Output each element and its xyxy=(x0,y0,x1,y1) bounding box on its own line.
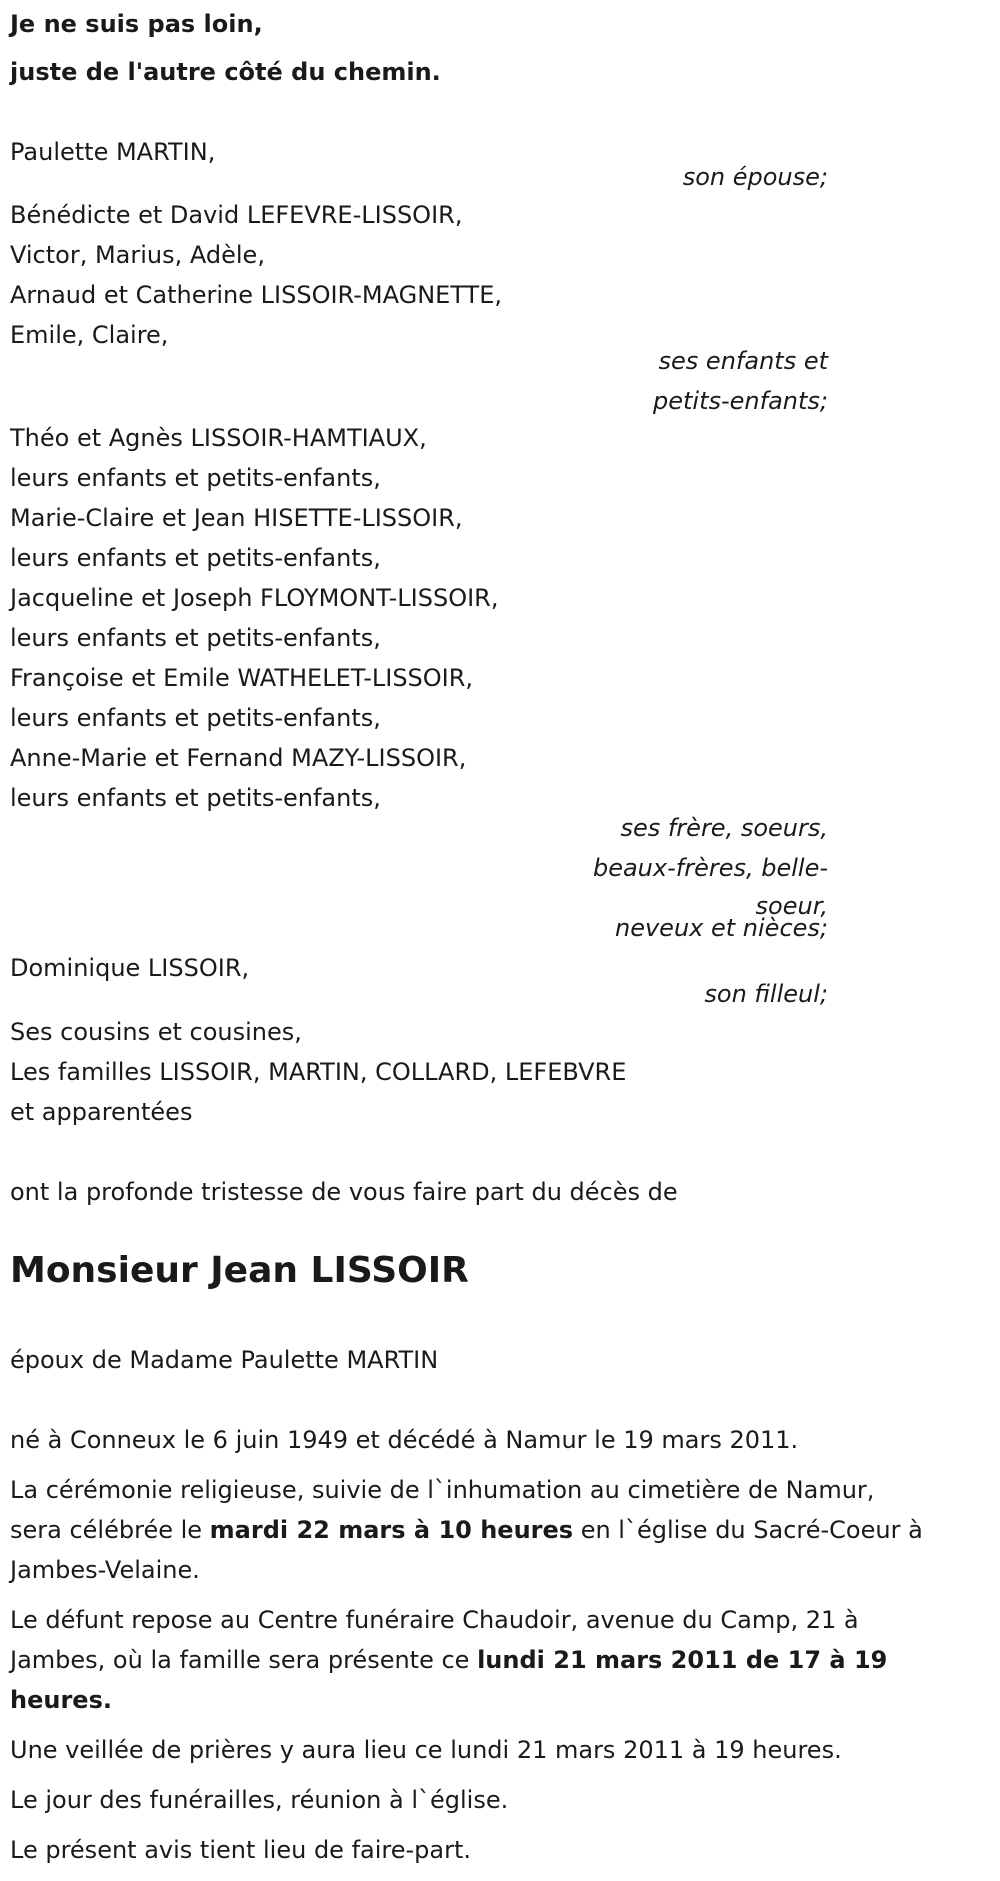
siblings-line-10: leurs enfants et petits-enfants, xyxy=(10,784,381,812)
children-line-3: Arnaud et Catherine LISSOIR-MAGNETTE, xyxy=(10,281,503,309)
epitaph-line-2: juste de l'autre côté du chemin. xyxy=(10,58,441,86)
ceremony-line-2 xyxy=(10,1516,923,1544)
rest-line-3: heures. xyxy=(10,1686,112,1714)
notice-text: Le présent avis tient lieu de faire-part. xyxy=(10,1836,472,1864)
rest-line-2-pre: Jambes, où la famille sera présente ce xyxy=(10,1646,478,1674)
ceremony-line-2-pre: sera célébrée le xyxy=(10,1516,210,1544)
siblings-line-7: Françoise et Emile WATHELET-LISSOIR, xyxy=(10,664,474,692)
spouse-name: Paulette MARTIN, xyxy=(10,138,216,166)
godson-name: Dominique LISSOIR, xyxy=(10,954,250,982)
siblings-relation-4: neveux et nièces; xyxy=(615,914,828,942)
born-died-text: né à Conneux le 6 juin 1949 et décédé à Namur le 19 mars 2011. xyxy=(10,1426,799,1454)
others-line-3: et apparentées xyxy=(10,1098,193,1126)
ceremony-line-2-post: en l`église du Sacré-Coeur à xyxy=(573,1516,923,1544)
rest-line-1: Le défunt repose au Centre funéraire Chaudoir, avenue du Camp, 21 à xyxy=(10,1606,859,1634)
deceased-name: Monsieur Jean LISSOIR xyxy=(10,1250,469,1291)
siblings-line-5: Jacqueline et Joseph FLOYMONT-LISSOIR, xyxy=(10,584,499,612)
ceremony-date-time: mardi 22 mars à 10 heures xyxy=(209,1516,574,1544)
siblings-line-1: Théo et Agnès LISSOIR-HAMTIAUX, xyxy=(10,424,427,452)
godson-relation: son filleul; xyxy=(704,980,828,1008)
siblings-line-6: leurs enfants et petits-enfants, xyxy=(10,624,381,652)
spouse-relation: son épouse; xyxy=(682,163,828,191)
deceased-spouse-of: époux de Madame Paulette MARTIN xyxy=(10,1346,439,1374)
children-relation-2: petits-enfants; xyxy=(653,387,828,415)
vigil-text: Une veillée de prières y aura lieu ce lundi 21 mars 2011 à 19 heures. xyxy=(10,1736,842,1764)
siblings-relation-3: soeur, xyxy=(755,892,828,920)
siblings-line-4: leurs enfants et petits-enfants, xyxy=(10,544,381,572)
children-line-1: Bénédicte et David LEFEVRE-LISSOIR, xyxy=(10,201,463,229)
epitaph-line-1: Je ne suis pas loin, xyxy=(10,10,263,38)
siblings-line-3: Marie-Claire et Jean HISETTE-LISSOIR, xyxy=(10,504,463,532)
rest-visiting-time: lundi 21 mars 2011 de 17 à 19 xyxy=(477,1646,888,1674)
ceremony-line-3: Jambes-Velaine. xyxy=(10,1556,200,1584)
others-line-2: Les familles LISSOIR, MARTIN, COLLARD, LEFEBVRE xyxy=(10,1058,627,1086)
siblings-relation-1: ses frère, soeurs, xyxy=(620,814,828,842)
siblings-relation-2: beaux-frères, belle- xyxy=(592,854,828,882)
rest-line-2 xyxy=(10,1646,887,1674)
siblings-line-9: Anne-Marie et Fernand MAZY-LISSOIR, xyxy=(10,744,467,772)
ceremony-line-1: La cérémonie religieuse, suivie de l`inhumation au cimetière de Namur, xyxy=(10,1476,875,1504)
announcement-text: ont la profonde tristesse de vous faire part du décès de xyxy=(10,1178,678,1206)
children-line-2: Victor, Marius, Adèle, xyxy=(10,241,265,269)
meeting-text: Le jour des funérailles, réunion à l`église. xyxy=(10,1786,509,1814)
children-line-4: Emile, Claire, xyxy=(10,321,169,349)
siblings-line-2: leurs enfants et petits-enfants, xyxy=(10,464,381,492)
others-line-1: Ses cousins et cousines, xyxy=(10,1018,302,1046)
children-relation-1: ses enfants et xyxy=(658,347,828,375)
siblings-line-8: leurs enfants et petits-enfants, xyxy=(10,704,381,732)
